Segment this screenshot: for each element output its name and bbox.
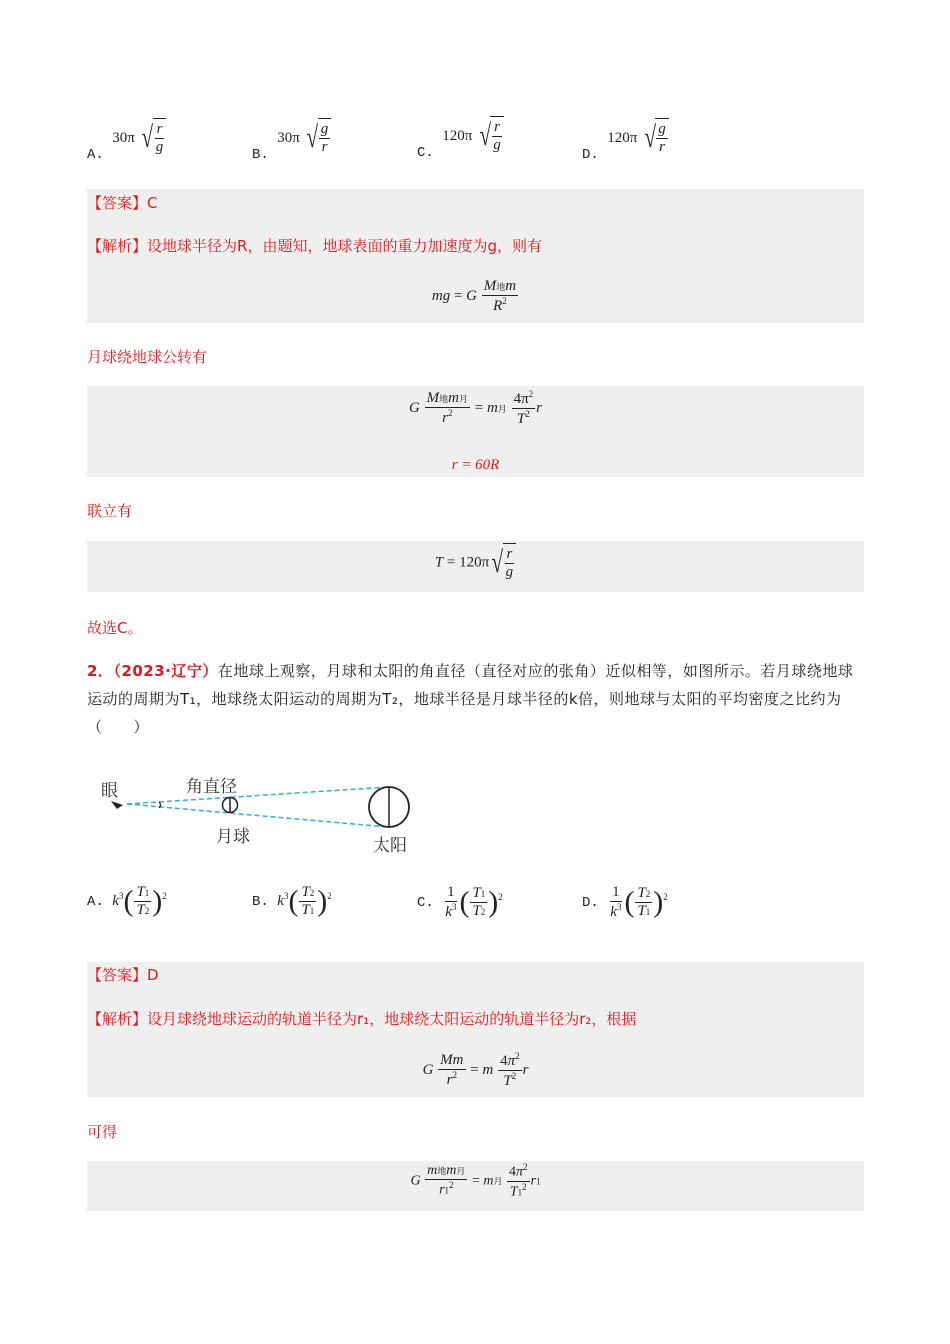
option-coef: 120π: [442, 128, 473, 144]
analysis-text: 设月球绕地球运动的轨道半径为r₁，地球绕太阳运动的轨道半径为r₂，根据: [147, 1010, 637, 1028]
sqrt-expression: √ $\frac{r}{g}$: [139, 118, 166, 158]
q1-line-combine: 联立有: [87, 502, 133, 520]
q2-option-a: A. $k^3$( $\frac{T1}{T2}$ )$^2$: [87, 884, 167, 919]
answer-value: C: [147, 194, 158, 212]
q1-option-d: [582, 118, 669, 163]
answer-tag: 【答案】: [87, 966, 148, 984]
q1-line-moon: 月球绕地球公转有: [87, 348, 208, 366]
q2-option-b: B. $k^3$( $\frac{T2}{T1}$ )$^2$: [252, 884, 332, 919]
figure-moon-label: 月球: [216, 827, 250, 847]
q2-number: 2．: [87, 662, 114, 680]
q2-answer: [87, 964, 159, 985]
q2-analysis: [87, 1008, 636, 1029]
frac-den: r: [321, 139, 328, 155]
q2-stem-text: 在地球上观察，月球和太阳的角直径（直径对应的张角）近似相等，如图所示。若月球绕地球运动的周期为T₁，地球绕太阳运动的周期为T₂，地球半径是月球半径的k倍，则地球与太阳的平均密度之比约为（ ）: [87, 662, 854, 736]
option-label: C.: [417, 895, 434, 912]
option-coef: 120π: [607, 130, 638, 146]
figure-sun-label: 太阳: [373, 836, 407, 856]
option-label: B.: [252, 147, 269, 163]
equation-orbit: G $\frac{\text{M地m月}}{r^2}$ = m月 $\frac{4\pi^2}{T^2}$ r: [409, 389, 542, 428]
option-coef: 30π: [112, 130, 135, 146]
equation-r: r = 60R: [451, 457, 500, 473]
answer-tag: 【答案】: [87, 194, 148, 212]
frac-num: g: [319, 121, 331, 139]
option-label: D.: [582, 895, 599, 912]
q2-line-get: 可得: [87, 1123, 118, 1141]
frac-den: g: [155, 139, 164, 155]
q2-option-d: D. $\frac{1}{k^3}$ ( $\frac{T2}{T1}$ )$^2$: [582, 884, 668, 921]
option-label: D.: [582, 147, 599, 163]
option-label: A.: [87, 894, 104, 911]
q2-option-c: C. $\frac{1}{k^3}$ ( $\frac{T1}{T2}$ )$^2$: [417, 884, 503, 921]
equation-period: T = 120π √ $\frac{r}{g}$: [87, 543, 864, 583]
sqrt-expression: √ $\frac{r}{g}$: [477, 116, 504, 156]
figure-angle-label: 角直径: [186, 777, 237, 797]
frac-num: r: [492, 119, 502, 137]
frac-den: g: [493, 137, 501, 153]
frac-den: r: [659, 139, 665, 155]
equation-moon-orbit: G $\frac{\text{m地m月}}{r1^2}$ = m月 $\frac{4\pi^2}{T1^2}$ r1: [410, 1162, 541, 1200]
analysis-tag: 【解析】: [87, 1010, 148, 1028]
q1-analysis: [87, 235, 542, 256]
analysis-tag: 【解析】: [87, 237, 148, 255]
sqrt-expression: √ $\frac{g}{r}$: [304, 118, 331, 158]
q1-option-c: [417, 116, 504, 161]
equation-mg: mg = G $\frac{\text{M地m}}{R^2}$: [431, 278, 517, 315]
option-coef: 30π: [277, 130, 300, 146]
q1-conclusion: 故选C。: [87, 619, 143, 637]
frac-num: g: [656, 121, 668, 139]
answer-value: D: [147, 966, 159, 984]
option-label: C.: [417, 145, 434, 161]
option-label: A.: [87, 147, 104, 163]
q1-option-a: [87, 118, 166, 163]
figure-eye-label: 眼: [101, 781, 118, 801]
sqrt-expression: √ $\frac{g}{r}$: [642, 118, 669, 158]
q2-stem: [87, 657, 867, 741]
q1-answer: [87, 192, 158, 213]
option-label: B.: [252, 894, 269, 911]
q2-source: （2023·辽宁）: [113, 662, 218, 680]
equation-gravity: G $\frac{Mm}{r^2}$ = m $\frac{4\pi^2}{T^2}$ r: [422, 1051, 529, 1090]
q1-option-b: [252, 118, 331, 163]
analysis-text: 设地球半径为R，由题知，地球表面的重力加速度为g，则有: [147, 237, 542, 255]
frac-num: r: [155, 121, 165, 139]
